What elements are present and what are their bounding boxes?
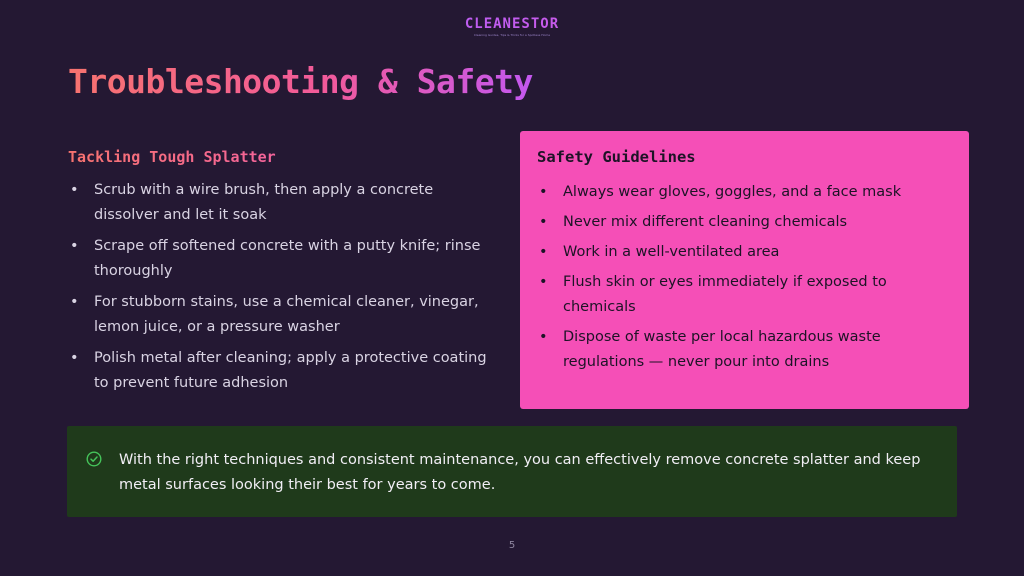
check-circle-icon xyxy=(86,451,102,467)
list-item: • Polish metal after cleaning; apply a protective coating to prevent future adhesion xyxy=(68,346,498,396)
list-item: • Never mix different cleaning chemicals xyxy=(537,210,949,235)
safety-list xyxy=(537,180,949,375)
list-item: • For stubborn stains, use a chemical cleaner, vinegar, lemon juice, or a pressure washer xyxy=(68,290,498,340)
page-number: 5 xyxy=(508,540,516,551)
brand-tagline: Cleaning Guides, Tips & Tricks for a Spotless Home xyxy=(473,33,551,37)
splatter-heading: Tackling Tough Splatter xyxy=(68,148,498,166)
list-item: • Dispose of waste per local hazardous waste regulations — never pour into drains xyxy=(537,325,949,375)
list-item: • Flush skin or eyes immediately if exposed to chemicals xyxy=(537,270,949,320)
conclusion-text: With the right techniques and consistent maintenance, you can effectively remove concrete splatter and keep metal surfaces looking their best for years to come. xyxy=(119,452,921,493)
splatter-section xyxy=(68,148,498,402)
slide-title: Troubleshooting & Safety xyxy=(68,62,533,101)
brand-logo xyxy=(0,16,1024,37)
list-item: • Work in a well-ventilated area xyxy=(537,240,949,265)
conclusion-callout xyxy=(67,426,957,517)
brand-name: CLEANESTOR xyxy=(0,16,1024,32)
safety-heading: Safety Guidelines xyxy=(537,148,696,166)
list-item: • Scrub with a wire brush, then apply a concrete dissolver and let it soak xyxy=(68,178,498,228)
list-item: • Always wear gloves, goggles, and a face mask xyxy=(537,180,949,205)
splatter-list xyxy=(68,178,498,396)
list-item: • Scrape off softened concrete with a putty knife; rinse thoroughly xyxy=(68,234,498,284)
safety-guidelines-box xyxy=(520,131,969,409)
